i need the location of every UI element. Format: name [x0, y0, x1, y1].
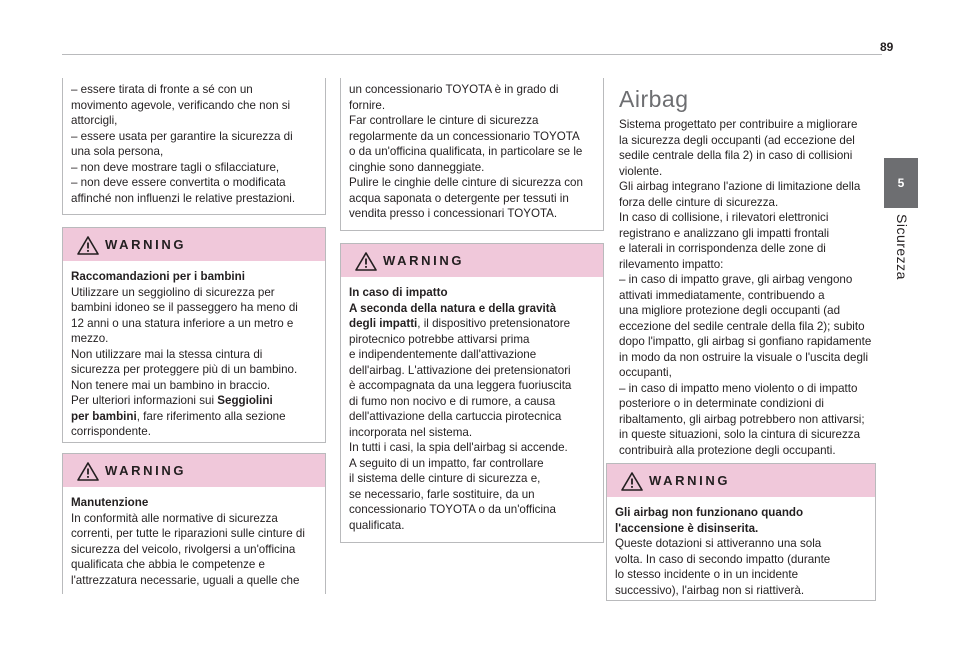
warning-body: [63, 487, 325, 596]
warning-triangle-icon: [355, 252, 377, 271]
warning-triangle-icon: [621, 472, 643, 491]
child-seat-reference[interactable]: Seggiolini per bambini: [71, 394, 273, 423]
warning-body: [63, 261, 325, 448]
warning-box-children: [62, 227, 326, 443]
warning-body: [607, 497, 875, 606]
warning-header: [607, 464, 875, 497]
page-number: 89: [880, 40, 894, 54]
warning-text: In conformità alle normative di sicurezza correnti, per tutte le riparazioni sulle cinture di sicurezza del veicolo, rivolgersi a un'officina qualificata che abbia le competenze e l'attrezzatura necessarie, uguali a quelle che: [71, 511, 305, 587]
section-title: Airbag: [619, 86, 689, 112]
warning-text-end: , fare riferimento alla sezione corrispondente.: [71, 409, 286, 438]
warning-title: WARNING: [105, 463, 187, 478]
warning-text: , il dispositivo pretensionatore pirotecnico potrebbe attivarsi prima e indipendentemente dall'attivazione dell'airbag. L'attivazione dei pretensionatori è accompagnata da una leggera fuoriuscita di fumo non nocivo e di rumore, a causa dell'attivazione della cartuccia pirotecnica incorporata nel sistema. In tutti i casi, la spia dell'airbag si accende. A seguito di un impatto, far controllare il sistema delle cinture di sicurezza e, se necessario, farle sostituire, da un concessionario TOYOTA o da un'officina qualificata.: [349, 317, 572, 532]
warning-triangle-icon: [77, 462, 99, 481]
warning-heading: Manutenzione: [71, 496, 149, 509]
warning-title: WARNING: [383, 253, 465, 268]
warning-heading: Gli airbag non funzionano quando l'accensione è disinserita.: [615, 506, 804, 535]
warning-box-impact: [340, 243, 604, 543]
warning-header: [63, 228, 325, 261]
warning-title: WARNING: [649, 473, 731, 488]
warning-heading: Raccomandazioni per i bambini: [71, 270, 245, 283]
belt-care-box: [62, 78, 326, 215]
warning-title: WARNING: [105, 237, 187, 252]
warning-heading: In caso di impatto A seconda della natura e della gravità degli impatti: [349, 286, 557, 330]
warning-header: [341, 244, 603, 277]
warning-header: [63, 454, 325, 487]
header-rule: [62, 54, 882, 55]
airbag-description: Sistema progettato per contribuire a migliorare la sicurezza degli occupanti (ad eccezione del sedile centrale della fila 2) in caso di collisioni violente. Gli airbag integrano l'azione di limitazione della forza delle cinture di sicurezza. In caso di collisione, i rilevatori elettronici registrano e analizzano gli impatti frontali e laterali in corrispondenza delle zone di rilevamento impatto: – in caso di impatto grave, gli airbag vengono attivati immediatamente, contribuendo a una migliore protezione degli occupanti (ad eccezione del sedile centrale della fila 2); subito dopo l'impatto, gli airbag si gonfiano rapidamente in modo da non ostruire la visuale o l'uscita degli occupanti, – in caso di impatto meno violento o di impatto posteriore o in determinate condizioni di ribaltamento, gli airbag potrebbero non attivarsi; in queste situazioni, solo la cintura di sicurezza contribuirà alla protezione degli occupanti.: [619, 118, 872, 457]
warning-triangle-icon: [77, 236, 99, 255]
maintenance-continued-text: un concessionario TOYOTA è in grado di fornire. Far controllare le cinture di sicurezza regolarmente da un concessionario TOYOTA o da un'officina qualificata, in particolare se le cinghie sono danneggiate. Pulire le cinghie delle cinture di sicurezza con acqua saponata o detergente per tessuti in vendita presso i concessionari TOYOTA.: [349, 83, 583, 220]
warning-box-airbag: [606, 463, 876, 601]
maintenance-continued-box: [340, 78, 604, 231]
section-label: Sicurezza: [894, 214, 910, 280]
section-tab[interactable]: 5: [884, 158, 918, 208]
warning-body: [341, 277, 603, 541]
belt-care-text: – essere tirata di fronte a sé con un movimento agevole, verificando che non si attorcigli, – essere usata per garantire la sicurezza di una sola persona, – non deve mostrare tagli o sfilacciature, – non deve essere convertita o modificata affinché non influenzi le relative prestazioni.: [71, 83, 296, 205]
warning-text: Utilizzare un seggiolino di sicurezza per bambini idoneo se il passeggero ha meno di 12 anni o una statura inferiore a un metro e mezzo. Non utilizzare mai la stessa cintura di sicurezza per proteggere più di un bambino. Non tenere mai un bambino in braccio. Per ulteriori informazioni sui: [71, 285, 298, 407]
warning-box-maintenance: [62, 453, 326, 594]
warning-text: Queste dotazioni si attiveranno una sola volta. In caso di secondo impatto (durante lo stesso incidente o in un incidente successivo), l'airbag non si riattiverà.: [615, 537, 831, 597]
